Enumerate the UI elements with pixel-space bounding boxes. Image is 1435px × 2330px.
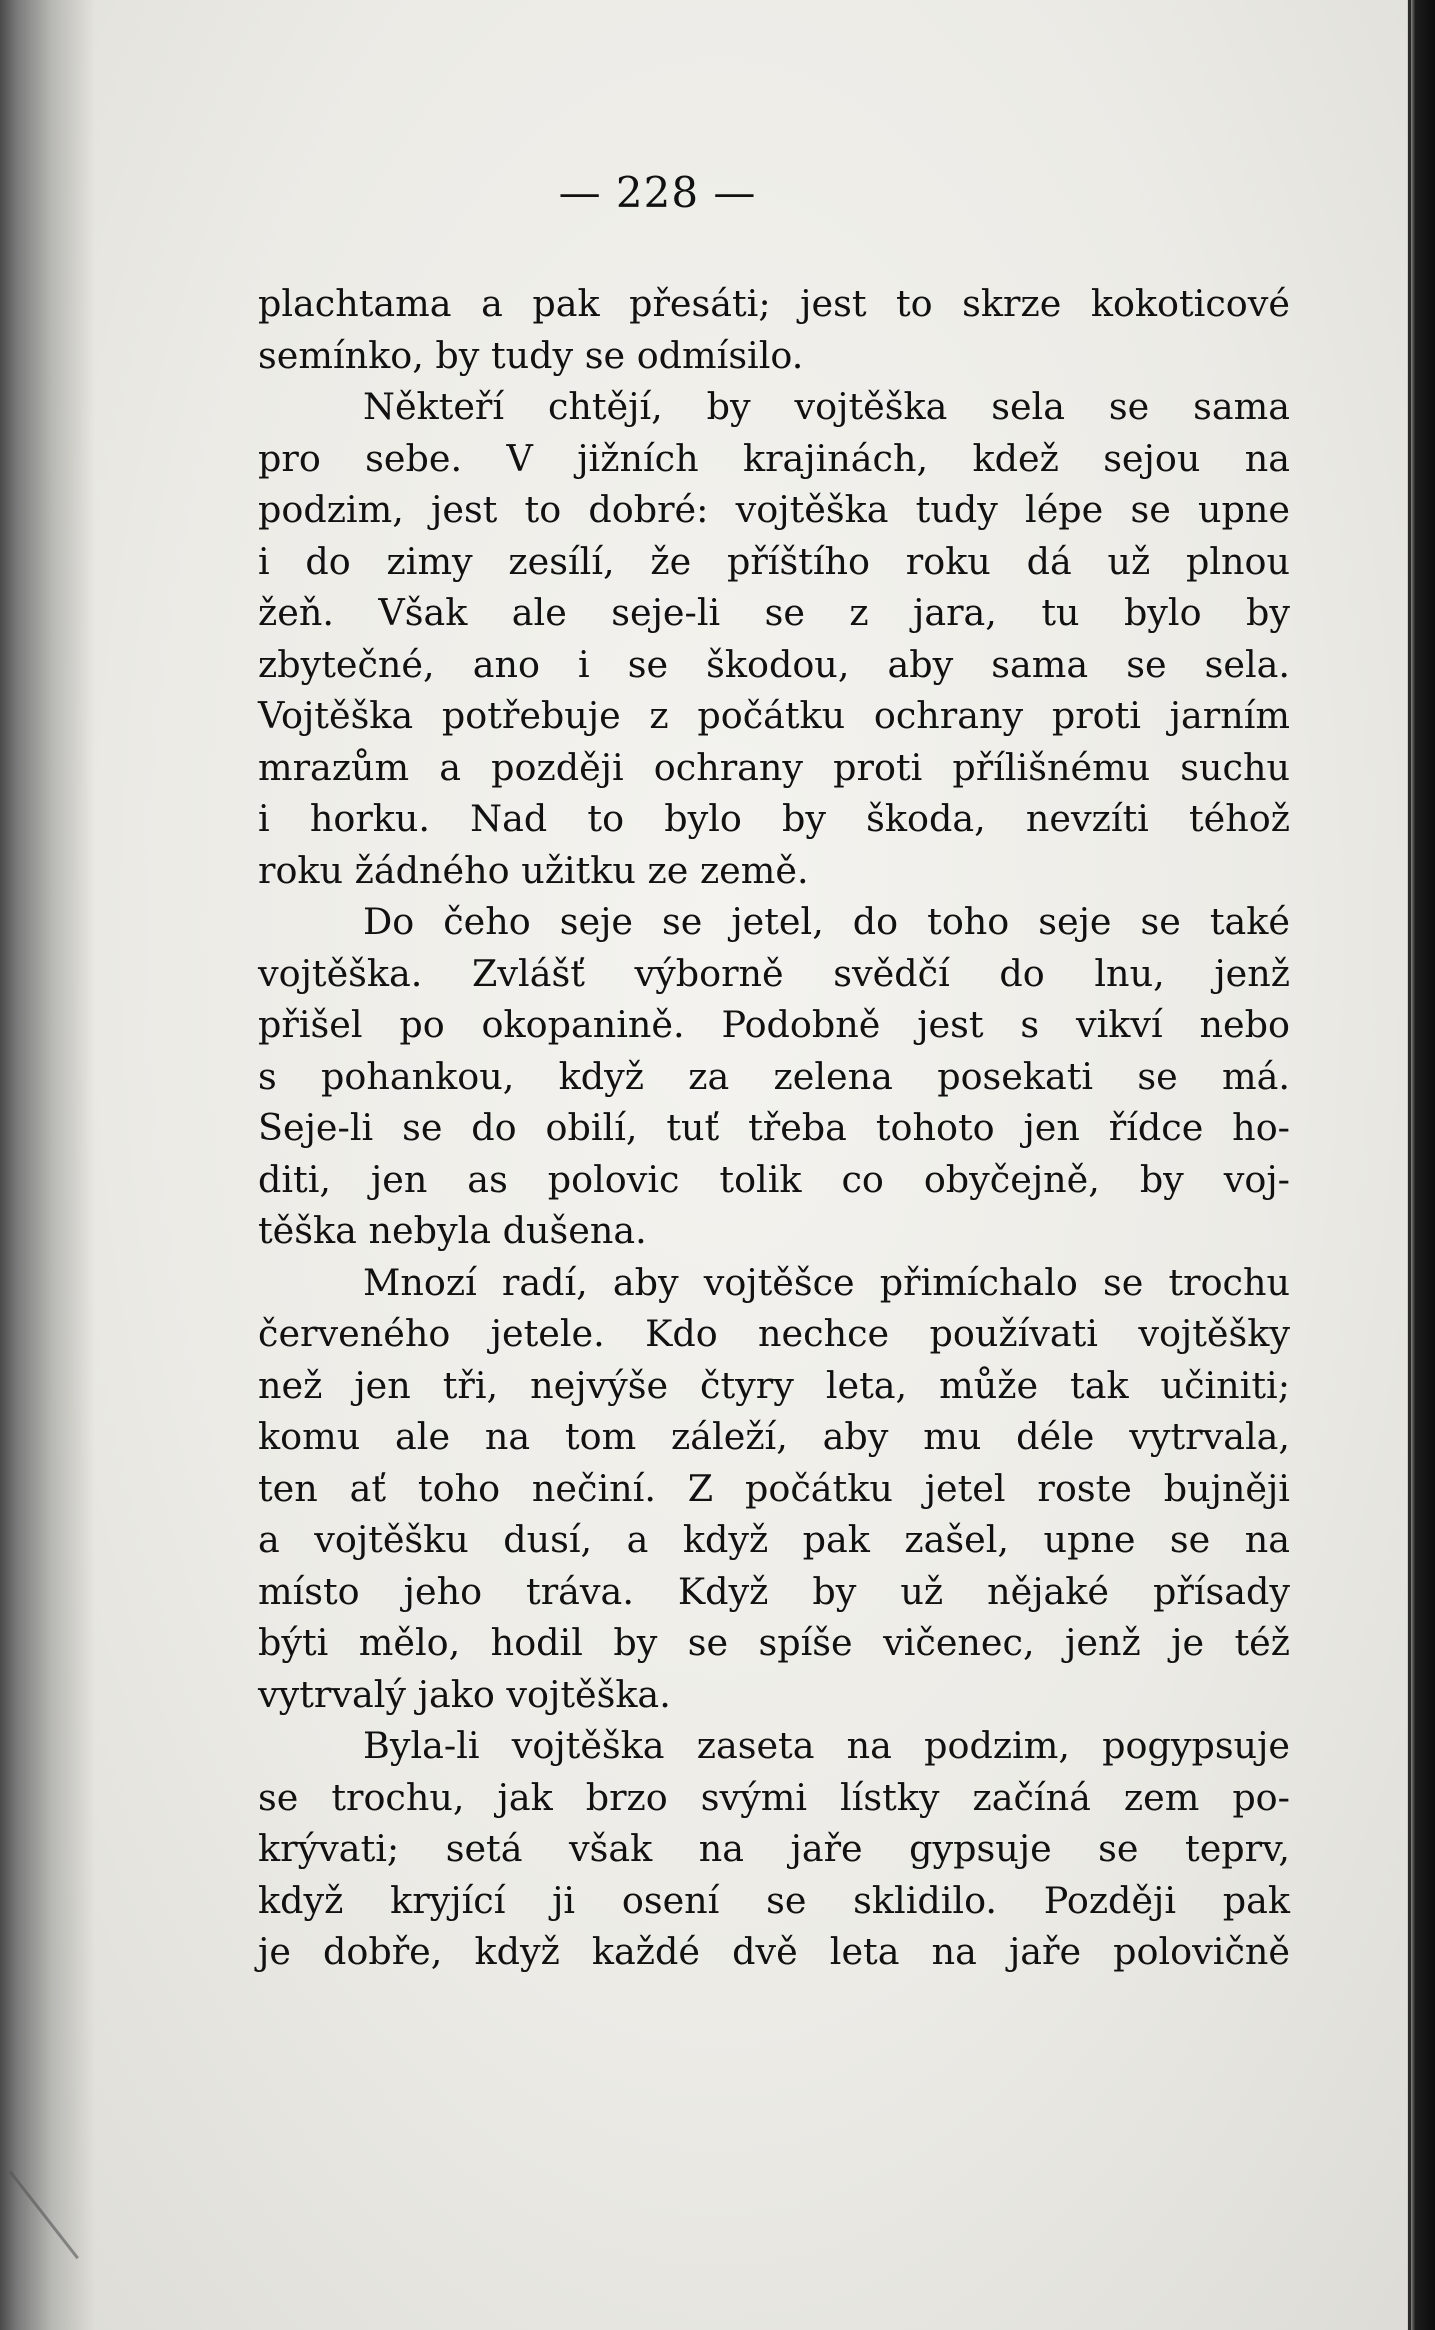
page-edge-line — [1408, 0, 1411, 2330]
text-line: roku žádného užitku ze země. — [258, 848, 809, 892]
text-line: Někteří chtějí, by vojtěška sela se sama — [363, 385, 1290, 428]
text-line: se trochu, jak brzo svými lístky začíná zem po- — [258, 1775, 1290, 1819]
text-line: i do zimy zesílí, že příštího roku dá už plnou — [258, 539, 1290, 583]
page-number: — 228 — — [558, 168, 757, 217]
text-line: vojtěška. Zvlášť výborně svědčí do lnu, jenž — [258, 951, 1290, 995]
text-line: krývati; setá však na jaře gypsuje se teprv, — [258, 1827, 1290, 1870]
text-line: Byla-li vojtěška zaseta na podzim, pogypsuje — [363, 1724, 1290, 1767]
text-line: Seje-li se do obilí, tuť třeba tohoto jen řídce ho- — [258, 1106, 1290, 1149]
text-line: semínko, by tudy se odmísilo. — [258, 333, 804, 377]
text-line: býti mělo, hodil by se spíše vičenec, jenž je též — [258, 1621, 1290, 1664]
text-line: žeň. Však ale seje-li se z jara, tu bylo by — [258, 591, 1290, 634]
text-line: i horku. Nad to bylo by škoda, nevzíti téhož — [258, 797, 1290, 840]
text-line: pro sebe. V jižních krajinách, kdež sejou na — [258, 436, 1290, 480]
text-line: a vojtěšku dusí, a když pak zašel, upne se na — [258, 1518, 1290, 1561]
text-line: diti, jen as polovic tolik co obyčejně, by voj- — [258, 1157, 1290, 1201]
text-line: Vojtěška potřebuje z počátku ochrany proti jarním — [258, 694, 1290, 737]
binding-shadow — [0, 0, 95, 2330]
text-line: když kryjící ji osení se sklidilo. Později pak — [258, 1878, 1290, 1922]
page-edge — [1407, 0, 1435, 2330]
text-line: ten ať toho nečiní. Z počátku jetel roste bujněji — [258, 1466, 1290, 1510]
text-line: vytrvalý jako vojtěška. — [258, 1672, 671, 1716]
text-line: červeného jetele. Kdo nechce používati vojtěšky — [258, 1312, 1290, 1355]
text-line: podzim, jest to dobré: vojtěška tudy lépe se upne — [258, 488, 1290, 531]
text-line: místo jeho tráva. Když by už nějaké přísady — [258, 1569, 1290, 1613]
text-line: Mnozí radí, aby vojtěšce přimíchalo se trochu — [363, 1260, 1290, 1304]
text-line: komu ale na tom záleží, aby mu déle vytrvala, — [258, 1415, 1290, 1458]
text-line: je dobře, když každé dvě leta na jaře polovičně — [258, 1930, 1290, 1973]
text-line: plachtama a pak přesáti; jest to skrze kokoticové — [258, 282, 1290, 325]
body-text — [258, 278, 1290, 1978]
text-line: Do čeho seje se jetel, do toho seje se také — [363, 900, 1290, 943]
text-line: mrazům a později ochrany proti přílišnému suchu — [258, 745, 1290, 789]
text-line: zbytečné, ano i se škodou, aby sama se sela. — [258, 642, 1290, 686]
text-line: těška nebyla dušena. — [258, 1209, 647, 1252]
text-line: s pohankou, když za zelena posekati se má. — [258, 1054, 1290, 1098]
text-line: přišel po okopanině. Podobně jest s vikví nebo — [258, 1003, 1290, 1046]
text-line: než jen tři, nejvýše čtyry leta, může tak učiniti; — [258, 1363, 1290, 1407]
